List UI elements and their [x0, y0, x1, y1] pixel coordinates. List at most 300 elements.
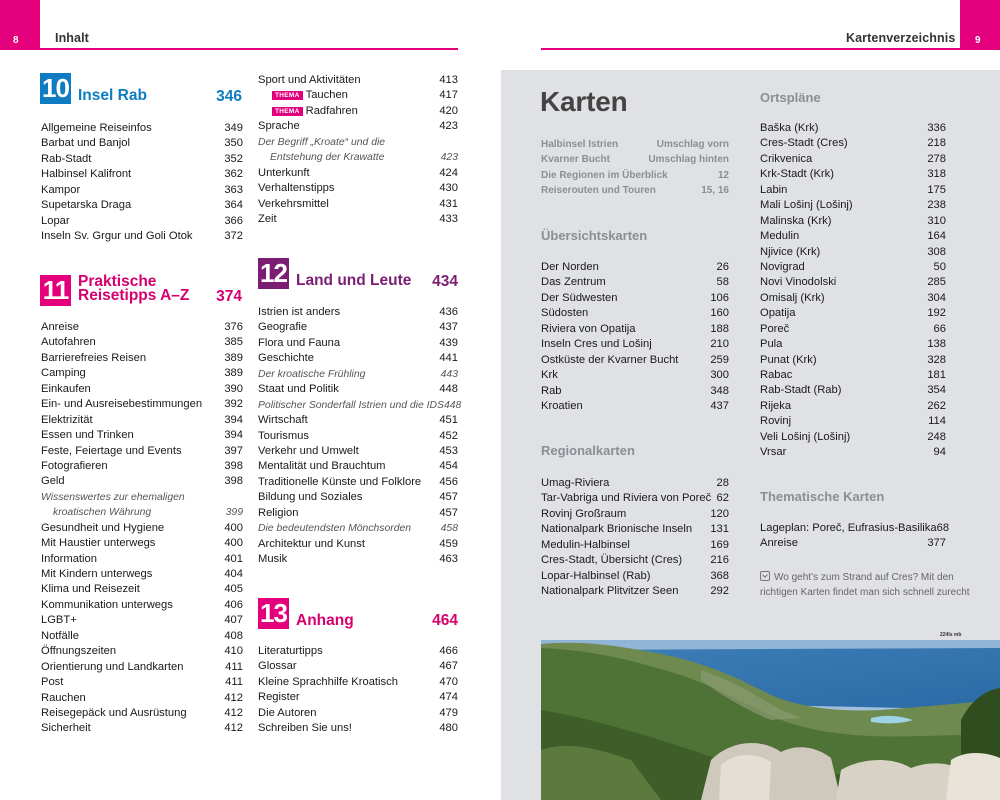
toc-entry[interactable]	[41, 644, 243, 659]
toc-entry[interactable]	[541, 553, 729, 568]
toc-entry-label: Verkehr und Umwelt	[258, 444, 359, 457]
toc-entry-label: Medulin-Halbinsel	[541, 538, 630, 551]
toc-entry[interactable]	[41, 706, 243, 721]
toc-entry-label: Post	[41, 676, 64, 689]
toc-entry-label-wrap	[258, 382, 339, 397]
thema-badge: THEMA	[272, 91, 303, 100]
toc-entry[interactable]	[41, 505, 243, 520]
toc-entry-label-wrap	[541, 152, 610, 167]
toc-entry[interactable]	[41, 536, 243, 551]
toc-entry[interactable]	[760, 322, 946, 337]
toc-entry-label-wrap	[541, 584, 678, 599]
chapter-12-heading[interactable]	[258, 258, 411, 289]
toc-entry[interactable]	[41, 366, 243, 381]
toc-entry[interactable]	[41, 382, 243, 397]
toc-entry-page: 12	[717, 169, 729, 181]
toc-entry-page: 411	[225, 676, 243, 689]
toc-entry-page: 448	[443, 399, 462, 411]
toc-entry-label-wrap	[41, 444, 182, 459]
toc-entry-label: Malinska (Krk)	[760, 214, 832, 227]
toc-entry[interactable]	[541, 260, 729, 275]
toc-entry-page: 366	[224, 214, 243, 227]
toc-entry-page: 368	[710, 569, 729, 582]
toc-entry-label-wrap	[258, 475, 421, 490]
chapter-page: 434	[432, 273, 458, 290]
toc-entry[interactable]	[760, 229, 946, 244]
toc-entry[interactable]	[541, 507, 729, 522]
toc-entry[interactable]	[760, 306, 946, 321]
toc-entry[interactable]	[541, 522, 729, 537]
toc-entry-page: 181	[927, 369, 946, 381]
toc-entry-page: 452	[439, 429, 458, 442]
toc-entry[interactable]	[541, 306, 729, 321]
toc-entry-page: 175	[927, 183, 946, 196]
toc-entry-label-wrap	[41, 691, 86, 706]
toc-entry-label: LGBT+	[41, 614, 77, 627]
toc-entry-page: 354	[927, 384, 946, 397]
toc-entry-page: 400	[224, 537, 243, 550]
toc-entry-label-wrap	[541, 538, 630, 553]
toc-entry-label: Pula	[760, 338, 783, 351]
coastal-landscape-photo	[541, 640, 1000, 800]
left-page-number: 8	[13, 35, 19, 46]
toc-entry[interactable]	[258, 336, 458, 351]
toc-entry-label-wrap	[541, 569, 650, 584]
chapter-title: Insel Rab	[78, 86, 147, 104]
toc-entry-label: Rab	[541, 384, 562, 397]
toc-entry-label-wrap	[41, 721, 91, 736]
toc-entry[interactable]	[541, 183, 729, 198]
toc-entry[interactable]	[258, 150, 458, 165]
thema-badge: THEMA	[272, 107, 303, 116]
toc-entry-label: Die Autoren	[258, 706, 317, 719]
toc-entry-page: 451	[439, 414, 458, 427]
right-page-title: Kartenverzeichnis	[846, 31, 956, 45]
toc-entry[interactable]	[541, 168, 729, 183]
toc-entry[interactable]	[41, 121, 243, 136]
toc-entry[interactable]	[258, 475, 458, 490]
toc-entry-label: Bildung und Soziales	[258, 491, 363, 504]
toc-entry[interactable]	[258, 382, 458, 397]
toc-entry[interactable]	[258, 506, 458, 521]
toc-entry-label-wrap	[541, 491, 711, 506]
toc-entry-label-wrap	[41, 629, 79, 644]
toc-entry-page: 394	[224, 413, 243, 426]
toc-entry-page: 417	[439, 89, 458, 102]
toc-entry-label: Kroatien	[541, 399, 583, 412]
toc-entry[interactable]	[258, 305, 458, 320]
toc-entry-page: 377	[927, 537, 946, 550]
toc-entry[interactable]	[41, 136, 243, 151]
toc-entry-page: 218	[927, 137, 946, 150]
toc-entry-page: 431	[439, 197, 458, 210]
toc-entry-label: Cres-Stadt (Cres)	[760, 137, 848, 150]
toc-entry-label-wrap	[41, 397, 202, 412]
toc-entry[interactable]	[760, 214, 946, 229]
toc-entry[interactable]	[41, 397, 243, 412]
toc-entry[interactable]	[41, 582, 243, 597]
toc-entry-page: 392	[224, 398, 243, 411]
toc-entry-page: 398	[224, 475, 243, 488]
toc-entry[interactable]	[541, 353, 729, 368]
toc-entry-label-wrap	[41, 152, 91, 167]
toc-entry-page: 120	[710, 507, 729, 520]
toc-entry-page: 412	[224, 706, 243, 719]
toc-entry-label: Gesundheit und Hygiene	[41, 521, 165, 534]
toc-entry[interactable]	[541, 476, 729, 491]
toc-entry-page: 457	[439, 506, 458, 519]
toc-entry-page: 423	[440, 152, 458, 164]
toc-entry-label: Der Südwesten	[541, 291, 618, 304]
toc-entry[interactable]	[41, 229, 243, 244]
toc-entry-page: 310	[927, 214, 946, 227]
toc-entry-label: Nationalpark Plitvitzer Seen	[541, 585, 679, 598]
toc-entry[interactable]	[760, 291, 946, 306]
toc-entry-label: Mit Kindern unterwegs	[41, 568, 153, 580]
toc-entry[interactable]	[760, 167, 946, 182]
toc-entry-label: Flora und Fauna	[258, 336, 341, 349]
toc-entry[interactable]	[760, 368, 946, 383]
toc-entry-label-wrap	[760, 260, 805, 275]
toc-entry-page: 328	[927, 353, 946, 366]
toc-entry-label-wrap	[258, 706, 316, 721]
toc-entry-page: 58	[716, 276, 729, 289]
toc-entry[interactable]	[41, 629, 243, 644]
toc-entry-label-wrap	[541, 368, 558, 383]
toc-entry[interactable]	[258, 659, 458, 674]
toc-entry[interactable]	[760, 414, 946, 429]
toc-entry[interactable]	[41, 183, 243, 198]
toc-entry-label: Umag-Riviera	[541, 477, 610, 489]
toc-entry[interactable]	[258, 104, 458, 119]
toc-entry[interactable]	[258, 690, 458, 705]
toc-entry[interactable]	[258, 675, 458, 690]
toc-entry-label: Unterkunft	[258, 166, 310, 179]
chapter-number-badge: 10	[40, 73, 71, 104]
toc-entry-page: 348	[710, 384, 729, 397]
toc-entry-label: Riviera von Opatija	[541, 322, 636, 335]
toc-entry[interactable]	[41, 320, 243, 335]
toc-entry-label-wrap	[258, 197, 329, 212]
toc-entry[interactable]	[41, 335, 243, 350]
toc-entry-page: 68	[936, 522, 950, 534]
toc-entry[interactable]	[258, 181, 458, 196]
toc-entry-label-wrap	[541, 322, 636, 337]
note-text: Wo geht’s zum Strand auf Cres? Mit den	[774, 572, 954, 583]
toc-entry[interactable]	[258, 706, 458, 721]
toc-entry[interactable]	[41, 660, 243, 675]
toc-entry-label-wrap	[41, 490, 185, 505]
toc-entry-label: Autofahren	[41, 336, 96, 349]
toc-entry-page: 441	[439, 352, 458, 365]
toc-entry-label-wrap	[258, 506, 298, 521]
toc-entry-label: Verkehrsmittel	[258, 197, 329, 210]
toc-entry[interactable]	[760, 260, 946, 275]
toc-entry-label: Architektur und Kunst	[258, 537, 365, 550]
toc-entry-label: Veli Lošinj (Lošinj)	[760, 430, 851, 443]
toc-entry[interactable]	[41, 351, 243, 366]
toc-entry-page: 376	[224, 321, 243, 333]
toc-entry-label: Traditionelle Künste und Folklore	[258, 475, 422, 488]
toc-entry-label: Essen und Trinken	[41, 429, 134, 442]
toc-entry-label-wrap	[541, 522, 692, 537]
toc-entry-label: Krk	[541, 369, 558, 382]
toc-entry-label-wrap	[258, 320, 307, 335]
toc-entry-label-wrap	[41, 167, 131, 182]
toc-entry-label: Kommunikation unterwegs	[41, 598, 173, 611]
toc-entry-page: 278	[927, 152, 946, 165]
toc-entry-label: Zeit	[258, 212, 277, 225]
toc-entry-label-wrap	[258, 444, 359, 459]
toc-entry-page: 169	[710, 538, 729, 551]
toc-entry[interactable]	[541, 337, 729, 352]
toc-entry-label-wrap	[258, 521, 411, 536]
toc-entry[interactable]	[541, 384, 729, 399]
toc-entry[interactable]	[258, 429, 458, 444]
toc-entry-label-wrap	[760, 414, 791, 429]
toc-entry[interactable]	[258, 398, 462, 413]
toc-entry[interactable]	[258, 444, 458, 459]
toc-entry-label: Wissenswertes zur ehemaligen	[41, 491, 185, 503]
toc-entry[interactable]	[41, 459, 243, 474]
toc-entry[interactable]	[541, 291, 729, 306]
toc-entry[interactable]	[258, 490, 458, 505]
toc-entry-page: 26	[716, 261, 729, 273]
toc-entry-page: 400	[224, 521, 243, 534]
toc-entry[interactable]	[41, 691, 243, 706]
toc-list-anhang	[258, 644, 458, 737]
toc-entry[interactable]	[258, 320, 458, 335]
toc-entry[interactable]	[41, 214, 243, 229]
toc-entry[interactable]	[258, 135, 458, 150]
map-list-regional	[541, 476, 729, 600]
toc-entry-page: 398	[224, 459, 243, 472]
toc-entry[interactable]	[541, 275, 729, 290]
toc-entry[interactable]	[760, 152, 946, 167]
toc-entry-label-wrap	[41, 335, 96, 350]
toc-entry[interactable]	[541, 152, 729, 167]
toc-entry-label: Rabac	[760, 369, 793, 381]
toc-entry[interactable]	[41, 552, 243, 567]
toc-entry-label: Tauchen	[305, 89, 348, 102]
toc-entry[interactable]	[41, 721, 243, 736]
toc-entry[interactable]	[41, 167, 243, 182]
toc-entry[interactable]	[258, 459, 458, 474]
toc-entry-label: Punat (Krk)	[760, 353, 817, 366]
toc-entry[interactable]	[760, 245, 946, 260]
toc-entry[interactable]	[41, 567, 243, 582]
toc-entry-label-wrap	[541, 183, 656, 198]
toc-entry[interactable]	[258, 413, 458, 428]
toc-entry-label-wrap	[258, 659, 297, 674]
toc-entry-label-wrap	[258, 135, 385, 150]
toc-entry-page: 304	[927, 291, 946, 304]
toc-entry-label-wrap	[41, 183, 80, 198]
toc-entry-label-wrap	[760, 245, 820, 260]
toc-entry-label: Barbat und Banjol	[41, 137, 130, 150]
toc-entry-page: 164	[927, 230, 946, 243]
toc-entry-page: 372	[224, 230, 243, 243]
toc-entry[interactable]	[760, 536, 946, 551]
toc-entry-label-wrap	[258, 490, 363, 505]
toc-entry[interactable]	[41, 675, 243, 690]
toc-entry[interactable]	[258, 73, 458, 88]
toc-entry-label-wrap	[760, 521, 937, 536]
toc-entry-label-wrap	[541, 384, 562, 399]
toc-entry[interactable]	[41, 598, 243, 613]
toc-entry-label: Sport und Aktivitäten	[258, 74, 361, 86]
toc-entry-label: Elektrizität	[41, 413, 93, 426]
chapter-title	[78, 272, 190, 304]
toc-entry[interactable]	[258, 367, 458, 382]
toc-entry-page: 466	[439, 645, 458, 657]
toc-entry-label: Geld	[41, 475, 65, 488]
chapter-11-heading[interactable]	[40, 272, 190, 306]
toc-entry[interactable]	[258, 119, 458, 134]
toc-entry[interactable]	[41, 474, 243, 489]
toc-entry[interactable]	[258, 552, 458, 567]
toc-entry-label: Radfahren	[305, 104, 358, 117]
toc-entry-label-wrap	[258, 181, 335, 196]
toc-entry[interactable]	[41, 198, 243, 213]
toc-entry-label-wrap	[760, 152, 812, 167]
toc-entry-label-wrap	[760, 399, 791, 414]
toc-entry[interactable]	[258, 721, 458, 736]
toc-entry-label-wrap	[541, 337, 652, 352]
toc-entry[interactable]	[541, 491, 729, 506]
toc-entry-label: Rab-Stadt	[41, 152, 92, 165]
toc-entry[interactable]	[258, 521, 458, 536]
toc-entry-page: 410	[224, 645, 243, 658]
toc-entry[interactable]	[258, 88, 458, 103]
toc-entry-label: Rauchen	[41, 691, 86, 704]
toc-entry-label-wrap	[41, 598, 173, 613]
toc-entry-label-wrap	[760, 536, 798, 551]
toc-entry[interactable]	[41, 428, 243, 443]
toc-entry-label: Lageplan: Poreč, Eufrasius-Basilika	[760, 522, 937, 534]
toc-entry[interactable]	[258, 351, 458, 366]
toc-entry-label-wrap	[258, 690, 300, 705]
toc-entry-label: Politischer Sonderfall Istrien und die IDS	[258, 399, 444, 411]
toc-entry-label-wrap	[541, 260, 599, 275]
toc-entry-label-wrap	[760, 337, 782, 352]
toc-entry-page: 404	[224, 568, 243, 580]
toc-entry-page: 420	[439, 104, 458, 117]
toc-entry[interactable]	[258, 166, 458, 181]
toc-entry-page: 436	[439, 306, 458, 318]
toc-entry[interactable]	[41, 490, 243, 505]
toc-entry-label-wrap	[760, 430, 850, 445]
toc-entry[interactable]	[541, 569, 729, 584]
toc-entry[interactable]	[760, 183, 946, 198]
toc-entry-label-wrap	[760, 183, 787, 198]
toc-entry-label-wrap	[258, 88, 348, 103]
toc-entry-label-wrap	[760, 275, 836, 290]
toc-entry[interactable]	[41, 152, 243, 167]
chapter-13-heading[interactable]	[258, 598, 354, 629]
toc-entry-label-wrap	[41, 136, 130, 151]
toc-entry-label-wrap	[258, 398, 444, 413]
toc-entry[interactable]	[41, 444, 243, 459]
toc-entry-label: Fotografieren	[41, 459, 108, 472]
toc-entry[interactable]	[760, 383, 946, 398]
toc-entry-page: 28	[716, 477, 729, 489]
toc-entry-page: 15, 16	[701, 185, 729, 197]
toc-entry[interactable]	[760, 198, 946, 213]
toc-entry-label: Anreise	[760, 537, 798, 550]
toc-entry-label-wrap	[41, 613, 77, 628]
toc-entry[interactable]	[258, 537, 458, 552]
toc-entry[interactable]	[541, 399, 729, 414]
toc-entry[interactable]	[541, 368, 729, 383]
toc-entry-label: Anreise	[41, 321, 79, 333]
chapter-page: 464	[432, 612, 458, 629]
toc-entry[interactable]	[541, 538, 729, 553]
toc-entry-label: Ostküste der Kvarner Bucht	[541, 353, 679, 366]
toc-entry[interactable]	[41, 613, 243, 628]
toc-entry-label: Der Norden	[541, 261, 599, 273]
toc-entry-page: 467	[439, 660, 458, 673]
toc-entry[interactable]	[41, 521, 243, 536]
toc-entry-label-wrap	[41, 428, 134, 443]
toc-entry-label-wrap	[541, 399, 583, 414]
toc-entry-label-wrap	[258, 413, 308, 428]
chapter-10-heading[interactable]	[40, 73, 147, 104]
toc-entry-page: 308	[927, 245, 946, 258]
toc-entry-label-wrap	[41, 320, 79, 335]
toc-entry-page: 192	[927, 307, 946, 320]
toc-entry-label: Mali Lošinj (Lošinj)	[760, 199, 853, 212]
toc-entry[interactable]	[760, 399, 946, 414]
toc-entry[interactable]	[760, 121, 946, 136]
toc-entry-label: Kampor	[41, 183, 81, 196]
toc-entry[interactable]	[541, 584, 729, 599]
toc-list-land-und-leute	[258, 305, 462, 567]
right-header-rule	[541, 48, 960, 50]
toc-entry[interactable]	[258, 197, 458, 212]
toc-entry[interactable]	[760, 275, 946, 290]
toc-entry-label-wrap	[41, 567, 152, 582]
toc-entry[interactable]	[760, 430, 946, 445]
toc-entry[interactable]	[760, 337, 946, 352]
section-heading-thematic: Thematische Karten	[760, 489, 885, 504]
toc-entry-label-wrap	[258, 644, 323, 659]
toc-entry[interactable]	[760, 136, 946, 151]
toc-entry-label-wrap	[760, 306, 795, 321]
left-page-title: Inhalt	[55, 31, 89, 45]
toc-entry-page: 259	[710, 353, 729, 366]
toc-entry-label: Cres-Stadt, Übersicht (Cres)	[541, 554, 683, 567]
toc-entry-page: 66	[933, 322, 946, 335]
toc-entry-label-wrap	[258, 212, 277, 227]
toc-entry-label: Istrien ist anders	[258, 306, 341, 318]
toc-entry[interactable]	[258, 644, 458, 659]
toc-entry-page: 408	[224, 629, 243, 642]
toc-entry-label: Rovinj	[760, 415, 792, 428]
toc-entry[interactable]	[541, 137, 729, 152]
toc-entry[interactable]	[541, 322, 729, 337]
toc-entry[interactable]	[760, 521, 950, 536]
toc-entry[interactable]	[258, 212, 458, 227]
toc-entry[interactable]	[760, 445, 946, 460]
toc-entry-page: 424	[439, 166, 458, 179]
toc-entry[interactable]	[760, 353, 946, 368]
toc-entry[interactable]	[41, 413, 243, 428]
toc-entry-label: Tourismus	[258, 429, 309, 442]
maps-title: Karten	[540, 86, 628, 117]
toc-entry-label: Ein- und Ausreisebestimmungen	[41, 398, 203, 411]
toc-entry-label: Schreiben Sie uns!	[258, 722, 352, 735]
